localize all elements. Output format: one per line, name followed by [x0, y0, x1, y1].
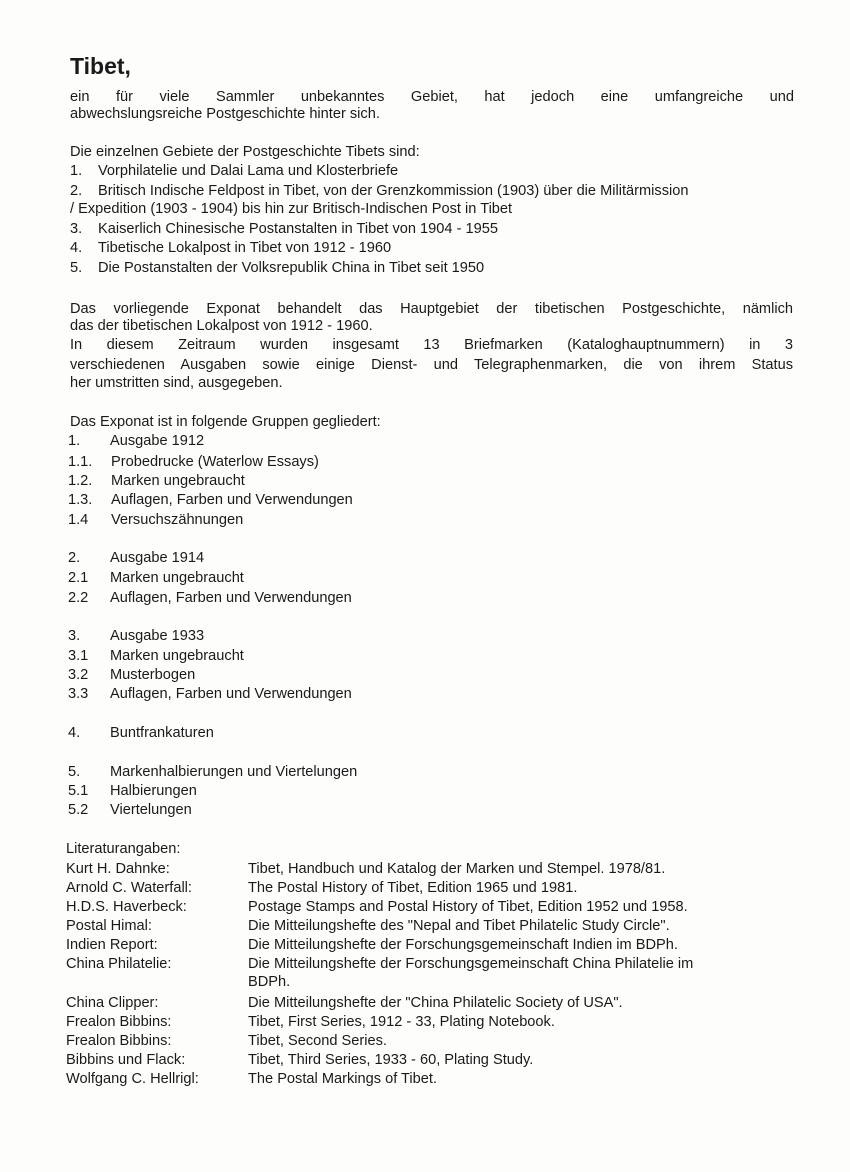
group-item: Halbierungen	[110, 783, 197, 799]
literature-title: Die Mitteilungshefte des "Nepal and Tibet Philatelic Study Circle".	[248, 918, 670, 934]
group-item: Ausgabe 1912	[110, 433, 205, 449]
list-item: Vorphilatelie und Dalai Lama und Klosterbriefe	[98, 163, 399, 179]
paragraph-line: In diesem Zeitraum wurden insgesamt 13 Briefmarken (Kataloghauptnummern) in 3	[70, 337, 793, 353]
list-item: Die Postanstalten der Volksrepublik China in Tibet seit 1950	[98, 260, 485, 276]
group-number: 3.1	[68, 648, 89, 664]
literature-author: Frealon Bibbins:	[66, 1014, 172, 1030]
areas-heading: Die einzelnen Gebiete der Postgeschichte Tibets sind:	[70, 144, 420, 160]
list-item: Tibetische Lokalpost in Tibet von 1912 - 1960	[98, 240, 392, 256]
literature-author: Arnold C. Waterfall:	[66, 880, 192, 896]
literature-title: Tibet, First Series, 1912 - 33, Plating Notebook.	[248, 1014, 555, 1030]
group-number: 2.1	[68, 570, 89, 586]
paragraph-line: her umstritten sind, ausgegeben.	[70, 375, 283, 391]
group-item: Auflagen, Farben und Verwendungen	[110, 686, 352, 702]
list-item-continuation: / Expedition (1903 - 1904) bis hin zur Britisch-Indischen Post in Tibet	[70, 201, 513, 217]
intro-line-2: abwechslungsreiche Postgeschichte hinter sich.	[70, 106, 380, 122]
literature-title: The Postal Markings of Tibet.	[248, 1071, 437, 1087]
group-item: Ausgabe 1914	[110, 550, 205, 566]
list-item-number: 3.	[70, 221, 83, 237]
paragraph-line: verschiedenen Ausgaben sowie einige Dienst- und Telegraphenmarken, die von ihrem Status	[70, 357, 793, 373]
page-title: Tibet,	[70, 53, 131, 79]
group-number: 2.2	[68, 590, 89, 606]
group-number: 1.1.	[68, 454, 93, 470]
literature-title: The Postal History of Tibet, Edition 1965 und 1981.	[248, 880, 578, 896]
groups-heading: Das Exponat ist in folgende Gruppen gegliedert:	[70, 414, 381, 430]
group-number: 5.2	[68, 802, 89, 818]
group-item: Marken ungebraucht	[111, 473, 245, 489]
literature-author: Indien Report:	[66, 937, 158, 953]
literature-author: Frealon Bibbins:	[66, 1033, 172, 1049]
list-item: Kaiserlich Chinesische Postanstalten in Tibet von 1904 - 1955	[98, 221, 498, 237]
literature-author: Postal Himal:	[66, 918, 152, 934]
group-number: 1.4	[68, 512, 89, 528]
group-number: 3.2	[68, 667, 89, 683]
group-item: Auflagen, Farben und Verwendungen	[110, 590, 352, 606]
group-item: Viertelungen	[110, 802, 192, 818]
group-number: 4.	[68, 725, 81, 741]
literature-author: Kurt H. Dahnke:	[66, 861, 170, 877]
group-number: 5.	[68, 764, 81, 780]
literature-author: Bibbins und Flack:	[66, 1052, 186, 1068]
group-number: 5.1	[68, 783, 89, 799]
list-item-number: 1.	[70, 163, 83, 179]
literature-title: Die Mitteilungshefte der Forschungsgemeinschaft China Philatelie im	[248, 956, 694, 972]
group-item: Marken ungebraucht	[110, 648, 244, 664]
list-item: Britisch Indische Feldpost in Tibet, von der Grenzkommission (1903) über die Militärmission	[98, 183, 689, 199]
paragraph-line: Das vorliegende Exponat behandelt das Hauptgebiet der tibetischen Postgeschichte, nämlich	[70, 301, 793, 317]
intro-line-1: ein für viele Sammler unbekanntes Gebiet, hat jedoch eine umfangreiche und	[70, 89, 794, 105]
literature-title: Tibet, Third Series, 1933 - 60, Plating Study.	[248, 1052, 534, 1068]
group-item: Buntfrankaturen	[110, 725, 214, 741]
literature-title: Tibet, Second Series.	[248, 1033, 387, 1049]
literature-title: Tibet, Handbuch und Katalog der Marken und Stempel. 1978/81.	[248, 861, 666, 877]
group-number: 3.3	[68, 686, 89, 702]
list-item-number: 5.	[70, 260, 83, 276]
group-item: Marken ungebraucht	[110, 570, 244, 586]
group-item: Markenhalbierungen und Viertelungen	[110, 764, 358, 780]
list-item-number: 4.	[70, 240, 83, 256]
literature-author: China Philatelie:	[66, 956, 172, 972]
group-number: 1.	[68, 433, 81, 449]
literature-heading: Literaturangaben:	[66, 841, 181, 857]
literature-author: China Clipper:	[66, 995, 159, 1011]
group-number: 1.2.	[68, 473, 93, 489]
group-item: Probedrucke (Waterlow Essays)	[111, 454, 319, 470]
literature-title-continuation: BDPh.	[248, 974, 291, 990]
literature-title: Postage Stamps and Postal History of Tibet, Edition 1952 und 1958.	[248, 899, 688, 915]
group-number: 2.	[68, 550, 81, 566]
literature-title: Die Mitteilungshefte der Forschungsgemeinschaft Indien im BDPh.	[248, 937, 678, 953]
group-item: Versuchszähnungen	[111, 512, 244, 528]
literature-title: Die Mitteilungshefte der "China Philatelic Society of USA".	[248, 995, 623, 1011]
literature-author: H.D.S. Haverbeck:	[66, 899, 187, 915]
literature-author: Wolfgang C. Hellrigl:	[66, 1071, 199, 1087]
group-item: Ausgabe 1933	[110, 628, 205, 644]
list-item-number: 2.	[70, 183, 83, 199]
group-item: Auflagen, Farben und Verwendungen	[111, 492, 353, 508]
paragraph-line: das der tibetischen Lokalpost von 1912 - 1960.	[70, 318, 373, 334]
group-number: 1.3.	[68, 492, 93, 508]
group-number: 3.	[68, 628, 81, 644]
group-item: Musterbogen	[110, 667, 196, 683]
